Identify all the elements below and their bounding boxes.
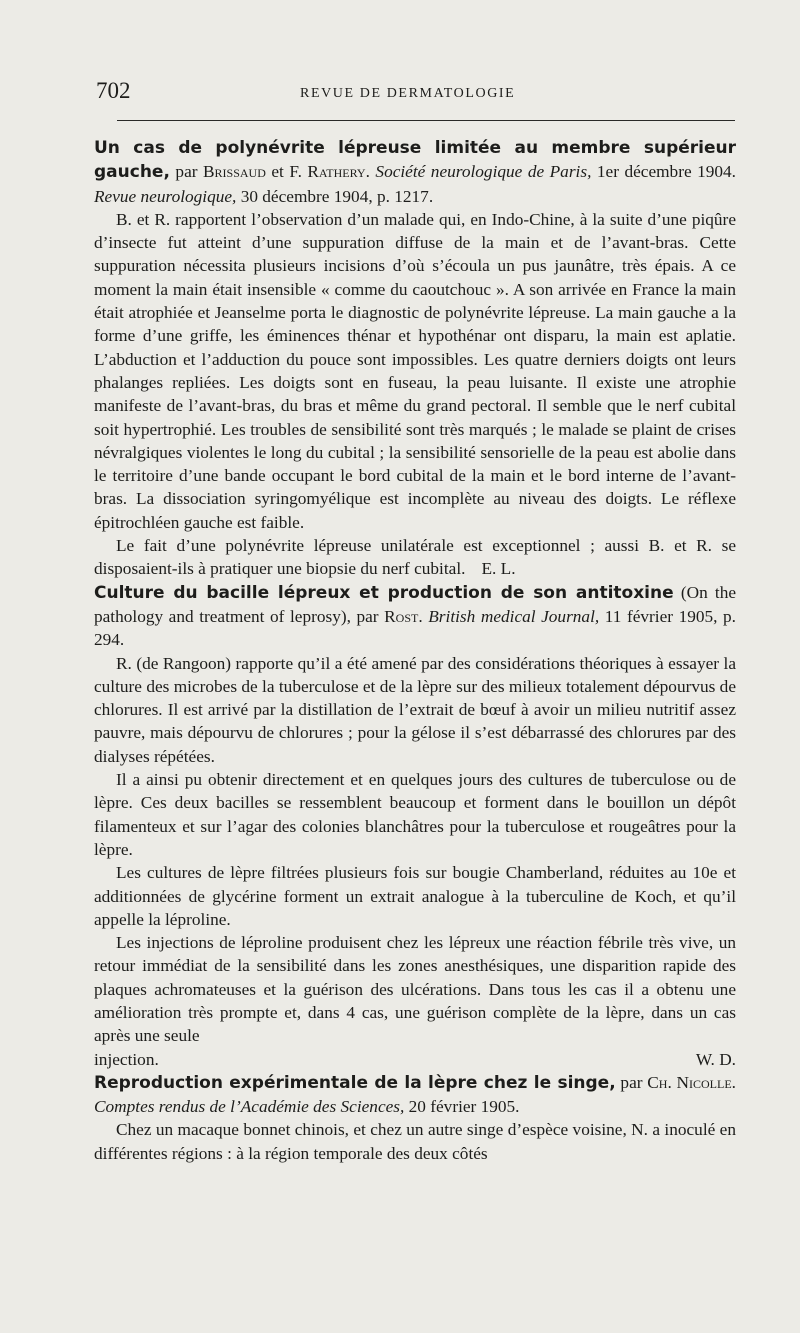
signature: E. L. <box>481 559 516 579</box>
running-title: REVUE DE DERMATOLOGIE <box>300 86 516 101</box>
article-heading: Culture du bacille lépreux et production de son antitoxine (On the pathology and treatment of leprosy), par Rost. British medical Journal, 11 février 1905, p. 294. <box>94 582 737 650</box>
page-body <box>94 136 736 1165</box>
page-number: 702 <box>96 78 131 103</box>
author-name: Rost <box>384 606 419 626</box>
article-paragraph: B. et R. rapportent l’observation d’un malade qui, en Indo-Chine, à la suite d’une piqûre d’insecte fut atteint d’une suppuration diffuse de la main et de l’avant-bras. Cette suppuration nécessita plusieurs incisions d’où s’écoula un pus jaunâtre, très épais. A ce moment la main était insensible « comme du caoutchouc ». A son arrivée en France la main était atrophiée et Jeanselme porta le diagnostic de polynévrite lépreuse. La main gauche a la forme d’une griffe, les éminences thénar et hypothénar ont disparu, la main est aplatie. L’abduction et l’adduction du pouce sont impossibles. Les quatre derniers doigts ont leurs phalanges repliées. Les doigts sont en fuseau, la peau luisante. Il existe une atrophie manifeste de l’avant-bras, du bras et même du grand pectoral. Il semble que le nerf cubital soit hypertrophié. Les troubles de sensibilité sont très marqués ; le malade se plaint de crises névralgiques violentes le long du cubital ; la sensibilité sensorielle de la peau est abolie dans le territoire d’une bande occupant le bord cubital de la main et le bord interne de l’avant-bras. La dissociation syringomyélique est incomplète au niveau des doigts. Le réflexe épitrochléen gauche est faible. <box>94 209 736 532</box>
source-citation: Comptes rendus de l’Académie des Sciences, <box>94 1097 405 1117</box>
source-citation: Société neurologique de Paris, <box>375 162 592 182</box>
article-title: Un cas de polynévrite lépreuse limitée au membre supérieur gauche, <box>94 138 736 183</box>
article-heading: Reproduction expérimentale de la lèpre chez le singe, par Ch. Nicolle. Comptes rendus de l’Académie des Sciences, 20 février 1905. <box>94 1072 736 1117</box>
page-header <box>96 78 736 108</box>
article-paragraph: Il a ainsi pu obtenir directement et en quelques jours des cultures de tuberculose ou de lèpre. Ces deux bacilles se ressemblent beaucoup et forment dans le bouillon un dépôt filamenteux et sur l’agar des colonies blanchâtres pour la tuberculose et rougeâtres pour la lèpre. <box>94 770 736 859</box>
article-culture <box>94 581 736 1071</box>
source-citation: British medical Journal, <box>428 606 600 626</box>
article-heading: Un cas de polynévrite lépreuse limitée au membre supérieur gauche, par Brissaud et F. Rathery. Société neurologique de Paris, 1er décembre 1904. Revue neurologique, 30 décembre 1904, p. 1217. <box>94 138 737 206</box>
paragraph-last-line: injection. W. D. <box>94 1048 736 1071</box>
article-title: Reproduction expérimentale de la lèpre chez le singe, <box>94 1072 616 1093</box>
article-reproduction <box>94 1071 736 1165</box>
article-paragraph: R. (de Rangoon) rapporte qu’il a été amené par des considérations théoriques à essayer la culture des microbes de la tuberculose et de la lèpre sur des milieux totalement dépourvus de chlorures. Il est arrivé par la distillation de l’extrait de bœuf à avoir un milieu nutritif assez pauvre, mais dépourvu de chlorures ; pour la gélose il s’est débarrassé des chlorures par des dialyses répétées. <box>94 653 736 766</box>
author-name: Rathery <box>307 162 366 182</box>
author-name: Nicolle <box>676 1072 732 1092</box>
article-polynevrite <box>94 136 736 581</box>
article-paragraph: Le fait d’une polynévrite lépreuse unilatérale est exceptionnel ; aussi B. et R. se disposaient-ils à pratiquer une biopsie du nerf cubital. E. L. <box>94 536 736 579</box>
source-citation: Revue neurologique, <box>94 186 237 206</box>
article-title: Culture du bacille lépreux et production de son antitoxine <box>94 582 674 603</box>
signature: W. D. <box>695 1049 736 1069</box>
article-paragraph: Les cultures de lèpre filtrées plusieurs fois sur bougie Chamberland, réduites au 10e et additionnées de glycérine forment un extrait analogue à la tuberculine de Koch, et qu’il appelle la léproline. <box>94 863 736 929</box>
header-rule <box>117 120 735 121</box>
author-name: Brissaud <box>203 162 266 182</box>
article-paragraph: Les injections de léproline produisent chez les lépreux une réaction fébrile très vive, un retour immédiat de la sensibilité dans les zones anesthésiques, une disparition rapide des plaques achromateuses et la guérison des ulcérations. Dans tous les cas il a obtenu une amélioration très prompte et, dans 4 cas, une guérison complète de la lèpre, dans un cas après une seule <box>94 933 736 1046</box>
article-paragraph: Chez un macaque bonnet chinois, et chez un autre singe d’espèce voisine, N. a inoculé en différentes régions : à la région temporale des deux côtés <box>94 1120 736 1163</box>
